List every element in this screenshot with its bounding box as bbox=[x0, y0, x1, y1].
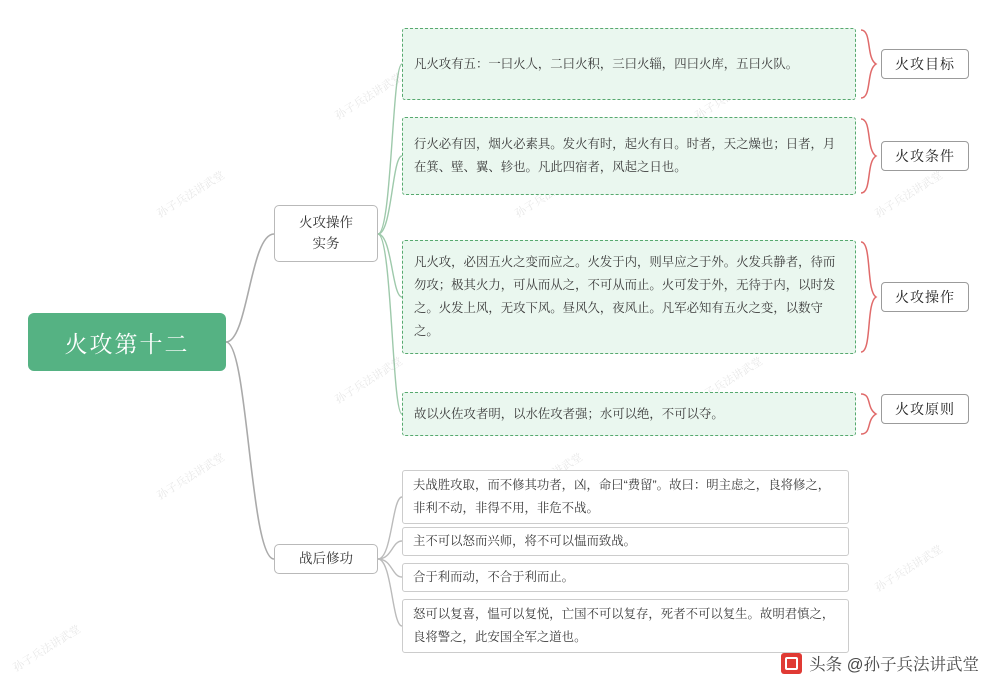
branch-label-line2: 实务 bbox=[312, 235, 340, 251]
leaf-node-plain[interactable] bbox=[402, 599, 849, 653]
leaf-text: 行火必有因，烟火必素具。发火有时，起火有日。时者，天之燥也；日者，月在箕、壁、翼、轸也。凡此四宿者，风起之日也。 bbox=[414, 137, 836, 174]
annotation-tag-fire-attack-targets[interactable] bbox=[881, 49, 969, 79]
leaf-node-plain[interactable] bbox=[402, 527, 849, 556]
footer-watermark-text: 头条 @孙子兵法讲武堂 bbox=[809, 656, 979, 674]
leaf-node-green[interactable] bbox=[402, 240, 856, 354]
leaf-text: 主不可以怒而兴师，将不可以愠而致战。 bbox=[413, 534, 637, 549]
leaf-text: 凡火攻，必因五火之变而应之。火发于内，则早应之于外。火发兵静者，待而勿攻；极其火力，可从而从之，不可从而止。火可发于外，无待于内，以时发之。火发上风，无攻下风。昼风久，夜风止。凡军必知有五火之变，以数守之。 bbox=[414, 255, 836, 338]
watermark-tile: 孙子兵法讲武堂 bbox=[155, 169, 227, 221]
leaf-node-green[interactable] bbox=[402, 392, 856, 436]
toutiao-logo-icon bbox=[781, 653, 802, 674]
watermark-tile: 孙子兵法讲武堂 bbox=[333, 355, 405, 407]
footer-watermark bbox=[781, 651, 979, 675]
leaf-text: 合于利而动，不合于利而止。 bbox=[413, 570, 575, 585]
leaf-text: 怒可以复喜，愠可以复悦，亡国不可以复存，死者不可以复生。故明君慎之，良将警之，此安国全军之道也。 bbox=[413, 607, 835, 644]
tag-label: 火攻原则 bbox=[895, 401, 955, 417]
branch-node-label bbox=[299, 213, 353, 254]
annotation-tag-fire-attack-operation[interactable] bbox=[881, 282, 969, 312]
branch-node-label: 战后修功 bbox=[299, 550, 353, 566]
watermark-tile: 孙子兵法讲武堂 bbox=[333, 71, 405, 123]
watermark-tile: 孙子兵法讲武堂 bbox=[873, 543, 945, 595]
annotation-tag-fire-attack-principles[interactable] bbox=[881, 394, 969, 424]
branch-node-post-war-merit[interactable] bbox=[274, 544, 378, 574]
watermark-tile: 孙子兵法讲武堂 bbox=[873, 169, 945, 221]
tag-label: 火攻操作 bbox=[895, 289, 955, 305]
leaf-text: 故以火佐攻者明，以水佐攻者强；水可以绝，不可以夺。 bbox=[414, 406, 724, 421]
tag-label: 火攻条件 bbox=[895, 148, 955, 164]
leaf-node-plain[interactable] bbox=[402, 470, 849, 524]
watermark-tile: 孙子兵法讲武堂 bbox=[11, 623, 83, 675]
leaf-text: 凡火攻有五：一曰火人，二曰火积，三曰火辎，四曰火库，五曰火队。 bbox=[414, 56, 799, 71]
leaf-node-green[interactable] bbox=[402, 117, 856, 195]
watermark-tile: 孙子兵法讲武堂 bbox=[155, 451, 227, 503]
leaf-node-plain[interactable] bbox=[402, 563, 849, 592]
branch-label-line1: 火攻操作 bbox=[299, 215, 353, 231]
annotation-tag-fire-attack-conditions[interactable] bbox=[881, 141, 969, 171]
branch-node-fire-attack-practice[interactable] bbox=[274, 205, 378, 262]
leaf-node-green[interactable] bbox=[402, 28, 856, 100]
watermark-tile: 孙子兵法讲武堂 bbox=[693, 355, 765, 407]
mindmap-root-node[interactable] bbox=[28, 313, 226, 371]
leaf-text: 夫战胜攻取，而不修其功者，凶，命曰“费留”。故曰：明主虑之，良将修之，非利不动，非得不用，非危不战。 bbox=[413, 478, 831, 515]
root-node-label: 火攻第十二 bbox=[64, 330, 190, 357]
tag-label: 火攻目标 bbox=[895, 56, 955, 72]
